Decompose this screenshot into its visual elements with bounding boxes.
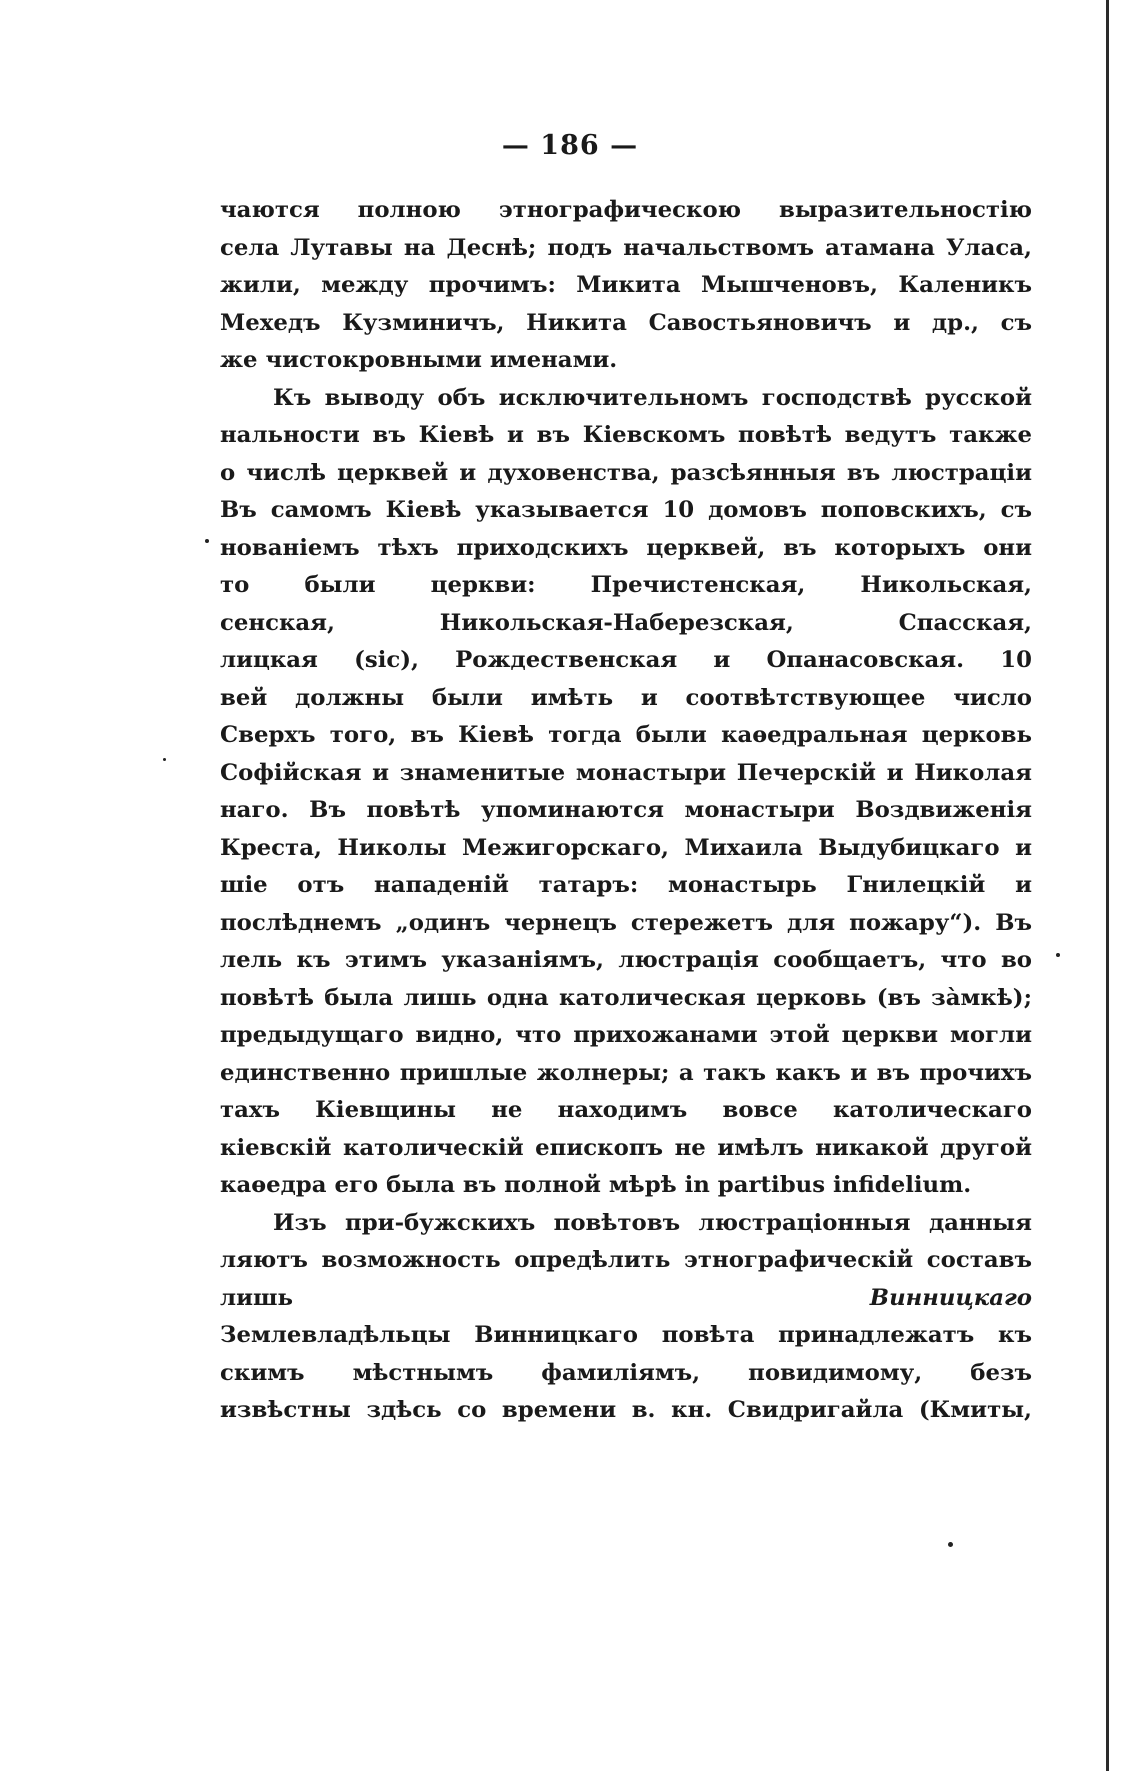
text-line: Изъ при-бужскихъ повѣтовъ люстраціонныя данныя: [273, 1209, 1032, 1236]
italic-term: Винницкаго: [869, 1284, 1032, 1311]
text-line: тахъ Кіевщины не находимъ вовсе католическаго: [220, 1097, 1032, 1123]
text-line: о числѣ церквей и духовенства, разсѣянныя въ люстраціи: [220, 459, 1032, 486]
print-speck: [163, 758, 166, 761]
text-line: каѳедра его была въ полной мѣрѣ in partibus infidelium.: [220, 1172, 972, 1198]
text-line: послѣднемъ „одинъ чернецъ стережетъ для пожару“). Въ: [220, 909, 1032, 936]
text-line-segment: лишь: [220, 1284, 870, 1311]
text-line: Мехедъ Кузминичъ, Никита Савостьяновичъ и др., съ: [220, 309, 1032, 336]
text-line: извѣстны здѣсь со времени в. кн. Свидригайла (Кмиты,: [220, 1397, 1032, 1423]
text-line: кіевскій католическій епископъ не имѣлъ никакой другой: [220, 1134, 1032, 1161]
page-number: — 186 —: [501, 130, 639, 161]
text-line: лель къ этимъ указаніямъ, люстрація сообщаетъ, что во: [220, 947, 1032, 973]
text-line: же чистокровными именами.: [220, 347, 618, 373]
text-line: чаются полною этнографическою выразительностію: [220, 197, 1032, 223]
text-line: Землевладѣльцы Винницкаго повѣта принадлежатъ къ: [220, 1322, 1032, 1348]
text-line: шіе отъ нападеній татаръ: монастырь Гнилецкій и: [220, 872, 1032, 898]
text-line: села Лутавы на Деснѣ; подъ начальствомъ атамана Уласа,: [220, 234, 1032, 261]
text-line: нованіемъ тѣхъ приходскихъ церквей, въ которыхъ они: [220, 534, 1032, 561]
text-line: повѣтѣ была лишь одна католическая церковь (въ зàмкѣ);: [220, 984, 1032, 1011]
text-line: скимъ мѣстнымъ фамиліямъ, повидимому, безъ: [220, 1359, 1032, 1386]
text-line: сенская, Никольская-Наберезская, Спасская,: [220, 609, 1032, 636]
text-line: то были церкви: Пречистенская, Никольская,: [220, 572, 1032, 598]
page-edge-rule: [1106, 0, 1109, 1771]
text-line: единственно пришлые жолнеры; а такъ какъ и въ прочихъ: [220, 1059, 1032, 1086]
print-speck: [1056, 953, 1060, 957]
text-line: предыдущаго видно, что прихожанами этой церкви могли: [220, 1022, 1032, 1048]
text-line: жили, между прочимъ: Микита Мышченовъ, Каленикъ: [220, 272, 1032, 298]
text-line: Креста, Николы Межигорскаго, Михаила Выдубицкаго и: [220, 834, 1032, 861]
print-speck: [205, 539, 209, 543]
text-line: Въ самомъ Кіевѣ указывается 10 домовъ поповскихъ, съ: [220, 497, 1032, 523]
text-line: Сверхъ того, въ Кіевѣ тогда были каѳедральная церковь: [220, 722, 1032, 748]
print-speck: [948, 1542, 953, 1547]
text-line: Къ выводу объ исключительномъ господствѣ русской: [273, 384, 1032, 411]
text-line: [220, 1280, 1032, 1318]
text-line: Софійская и знаменитые монастыри Печерскій и Николая: [220, 759, 1032, 786]
text-line: нальности въ Кіевѣ и въ Кіевскомъ повѣтѣ ведутъ также: [220, 422, 1032, 448]
text-line: наго. Въ повѣтѣ упоминаются монастыри Воздвиженія: [220, 797, 1032, 823]
text-line: ляютъ возможность опредѣлить этнографическій составъ: [220, 1247, 1032, 1273]
body-text: [220, 192, 1032, 1430]
text-line: лицкая (sic), Рождественская и Опанасовская. 10: [220, 647, 1032, 673]
text-line: вей должны были имѣть и соотвѣтствующее число: [220, 684, 1032, 711]
